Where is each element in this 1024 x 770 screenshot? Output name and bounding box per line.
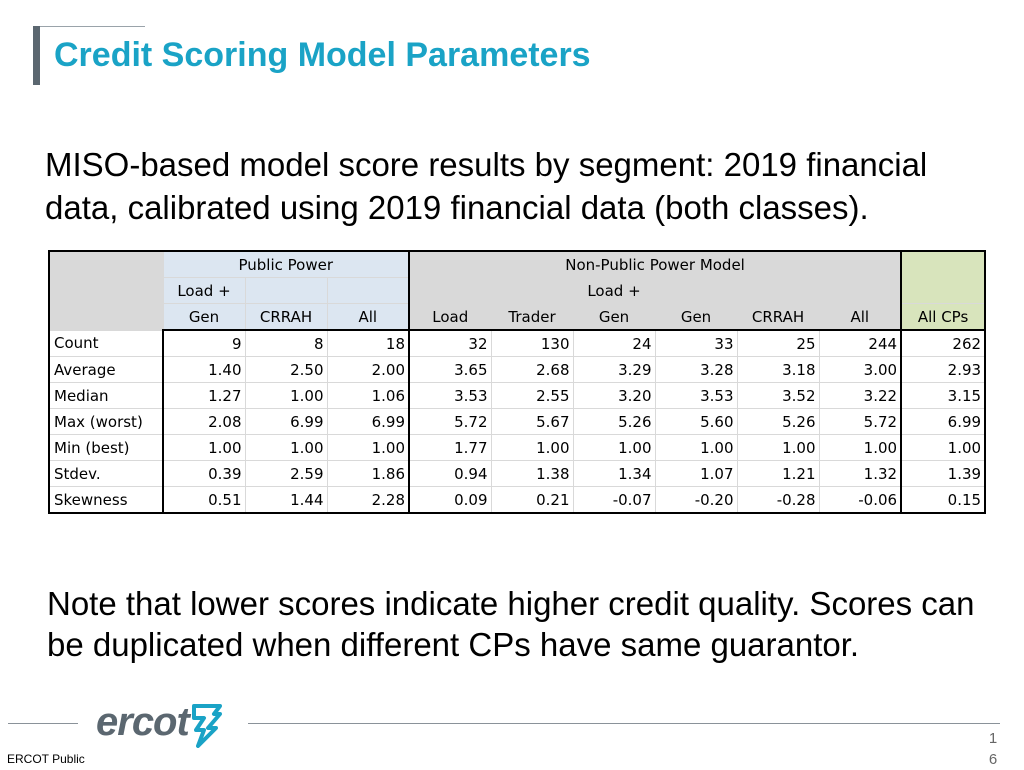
table-cell: 1.00 <box>163 435 245 461</box>
table-cell: 5.72 <box>819 409 901 435</box>
table-cell: 1.34 <box>573 461 655 487</box>
table-cell: 0.39 <box>163 461 245 487</box>
table-cell: 33 <box>655 330 737 357</box>
table-cell: 1.00 <box>245 435 327 461</box>
table-cell: 5.67 <box>491 409 573 435</box>
subheader-top-cell <box>491 278 573 304</box>
column-header: All <box>327 304 409 331</box>
table-cell: 1.00 <box>245 383 327 409</box>
table-cell: 3.65 <box>409 357 491 383</box>
table-cell: 1.21 <box>737 461 819 487</box>
table-cell: 1.27 <box>163 383 245 409</box>
table-cell: 3.22 <box>819 383 901 409</box>
table-cell: 6.99 <box>245 409 327 435</box>
corner-cell <box>49 251 163 330</box>
table-cell: 1.32 <box>819 461 901 487</box>
subheader-top-cell: Load + <box>573 278 655 304</box>
table-row <box>49 383 985 409</box>
row-label: Min (best) <box>49 435 163 461</box>
table-cell: 25 <box>737 330 819 357</box>
table-cell: 1.00 <box>737 435 819 461</box>
table-cell: 244 <box>819 330 901 357</box>
subheader-top-cell <box>655 278 737 304</box>
column-header: Gen <box>655 304 737 331</box>
group-non-public-power: Non-Public Power Model <box>409 251 901 278</box>
row-label: Median <box>49 383 163 409</box>
table-cell: 1.06 <box>327 383 409 409</box>
table-cell: 5.26 <box>573 409 655 435</box>
table-cell: 2.28 <box>327 487 409 514</box>
column-header: CRRAH <box>245 304 327 331</box>
table-row <box>49 357 985 383</box>
subheader-top-cell <box>819 278 901 304</box>
table-cell: 1.00 <box>901 435 985 461</box>
table-row <box>49 487 985 514</box>
all-cps-header-top <box>901 251 985 304</box>
table-cell: 2.00 <box>327 357 409 383</box>
subheader-top-cell <box>245 278 327 304</box>
table-cell: 3.15 <box>901 383 985 409</box>
table-cell: 3.29 <box>573 357 655 383</box>
table-cell: -0.20 <box>655 487 737 514</box>
table-cell: 3.28 <box>655 357 737 383</box>
footer-classification: ERCOT Public <box>7 752 85 766</box>
column-header: All CPs <box>901 304 985 331</box>
footer-rule-right <box>248 723 1000 724</box>
subheader-top-cell <box>327 278 409 304</box>
column-header: Load <box>409 304 491 331</box>
row-label: Skewness <box>49 487 163 514</box>
table-cell: 3.20 <box>573 383 655 409</box>
subheader-top-cell: Load + <box>163 278 245 304</box>
table-cell: 5.60 <box>655 409 737 435</box>
note-text: Note that lower scores indicate higher credit quality. Scores can be duplicated when different CPs have same guarantor. <box>47 585 975 663</box>
logo-wordmark: ercot <box>96 700 189 744</box>
table-cell: 1.38 <box>491 461 573 487</box>
column-header: Trader <box>491 304 573 331</box>
table-cell: 3.18 <box>737 357 819 383</box>
table-cell: -0.06 <box>819 487 901 514</box>
subheader-top-cell <box>737 278 819 304</box>
table-cell: 1.39 <box>901 461 985 487</box>
subheader-bottom-row <box>49 304 985 331</box>
slide-title: Credit Scoring Model Parameters <box>54 36 591 74</box>
group-public-power: Public Power <box>163 251 409 278</box>
table-cell: 0.09 <box>409 487 491 514</box>
group-header-row <box>49 251 985 278</box>
lightning-icon <box>190 702 224 748</box>
table-cell: 1.00 <box>327 435 409 461</box>
column-header: All <box>819 304 901 331</box>
score-results-table <box>48 250 986 514</box>
table-cell: 9 <box>163 330 245 357</box>
table-cell: 0.51 <box>163 487 245 514</box>
row-label: Average <box>49 357 163 383</box>
table-cell: 0.21 <box>491 487 573 514</box>
table-cell: 18 <box>327 330 409 357</box>
table-cell: 2.93 <box>901 357 985 383</box>
table-cell: 1.00 <box>491 435 573 461</box>
row-label: Stdev. <box>49 461 163 487</box>
table-cell: 262 <box>901 330 985 357</box>
column-header: Gen <box>573 304 655 331</box>
table-cell: 2.50 <box>245 357 327 383</box>
table-cell: 0.94 <box>409 461 491 487</box>
table-cell: 2.08 <box>163 409 245 435</box>
table-row <box>49 435 985 461</box>
row-label: Max (worst) <box>49 409 163 435</box>
table-cell: 2.68 <box>491 357 573 383</box>
table-cell: 6.99 <box>327 409 409 435</box>
table-cell: 2.59 <box>245 461 327 487</box>
table-cell: -0.28 <box>737 487 819 514</box>
table-cell: 1.00 <box>819 435 901 461</box>
table-cell: 6.99 <box>901 409 985 435</box>
table-cell: 1.40 <box>163 357 245 383</box>
table-cell: 130 <box>491 330 573 357</box>
intro-text: MISO-based model score results by segment: 2019 financial data, calibrated using 2019 financial data (both classes). <box>45 146 928 226</box>
title-accent-bar <box>33 26 40 85</box>
table-cell: 2.55 <box>491 383 573 409</box>
page-number: 16 <box>988 730 998 768</box>
subheader-top-row <box>49 278 985 304</box>
table-cell: 1.44 <box>245 487 327 514</box>
table-cell: 3.00 <box>819 357 901 383</box>
subheader-top-cell <box>409 278 491 304</box>
table-cell: -0.07 <box>573 487 655 514</box>
table-row <box>49 461 985 487</box>
table-cell: 1.77 <box>409 435 491 461</box>
row-label: Count <box>49 330 163 357</box>
table-cell: 1.07 <box>655 461 737 487</box>
table-cell: 1.86 <box>327 461 409 487</box>
table-cell: 24 <box>573 330 655 357</box>
table-cell: 3.53 <box>655 383 737 409</box>
table-row <box>49 409 985 435</box>
footer-rule-left <box>8 723 78 724</box>
table-cell: 8 <box>245 330 327 357</box>
table-cell: 5.72 <box>409 409 491 435</box>
column-header: Gen <box>163 304 245 331</box>
table-cell: 5.26 <box>737 409 819 435</box>
table-cell: 32 <box>409 330 491 357</box>
table-cell: 0.15 <box>901 487 985 514</box>
title-rule <box>40 26 145 27</box>
table-cell: 3.53 <box>409 383 491 409</box>
table-cell: 1.00 <box>655 435 737 461</box>
table-cell: 1.00 <box>573 435 655 461</box>
table-row <box>49 330 985 357</box>
ercot-logo <box>96 700 236 750</box>
column-header: CRRAH <box>737 304 819 331</box>
table-cell: 3.52 <box>737 383 819 409</box>
